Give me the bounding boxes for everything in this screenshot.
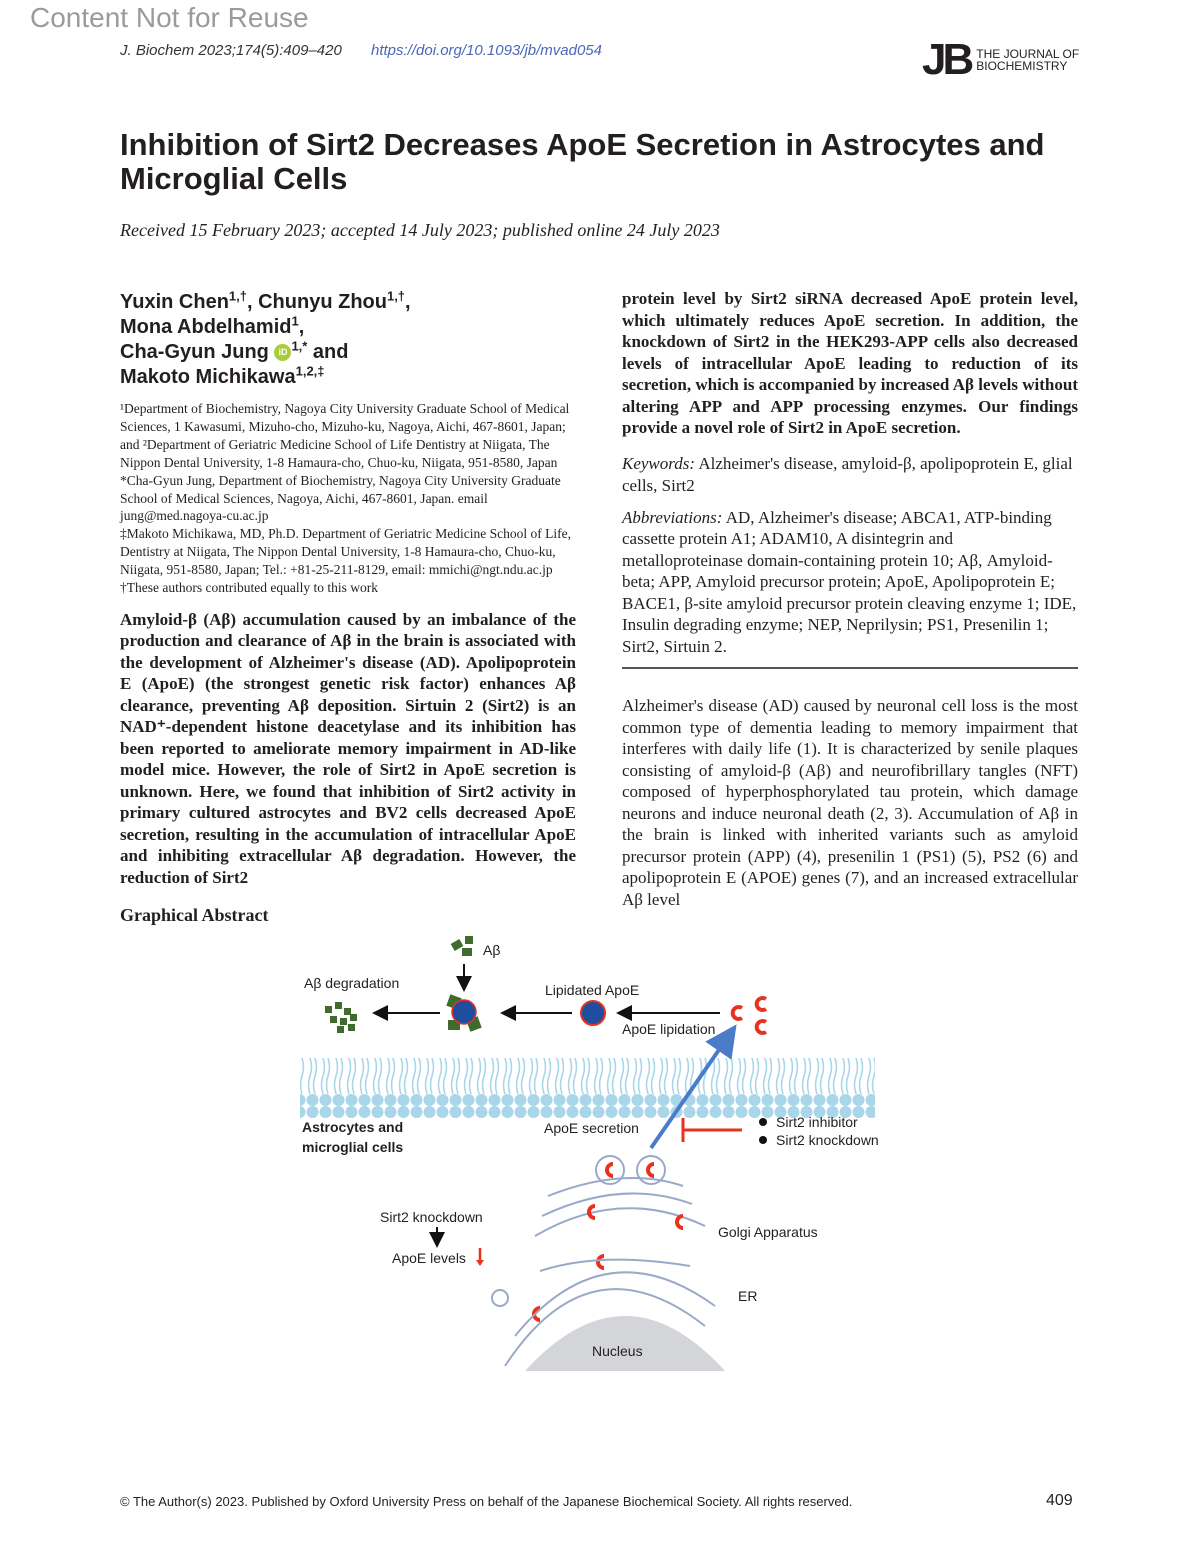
abeta-icon [451, 936, 473, 956]
label-er: ER [738, 1288, 758, 1305]
doi-link[interactable]: https://doi.org/10.1093/jb/mvad054 [371, 42, 602, 59]
label-abeta-degradation: Aβ degradation [304, 975, 400, 992]
label-apoe-lipidation: ApoE lipidation [622, 1021, 716, 1038]
copyright-footer: © The Author(s) 2023. Published by Oxford University Press on behalf of the Japanese Biochemical Society. All rights reserved. [120, 1494, 853, 1509]
correspondence: ‡Makoto Michikawa, MD, Ph.D. Department of Geriatric Medicine School of Life, Dentistry at Niigata, The Nippon Dental University, 1-8 Hamaura-cho, Chuo-ku, Niigata, 951-8580, Japan; Tel.: +81-25-211-8129, email: mmichi@ngt.ndu.ac.jp [120, 526, 572, 578]
keywords-label: Keywords: [622, 453, 696, 473]
label-lipidated-apoe: Lipidated ApoE [545, 982, 640, 999]
logo-name [976, 48, 1079, 72]
lipidated-apoe-icon [581, 1001, 605, 1025]
author-name[interactable]: Chunyu Zhou [258, 291, 387, 313]
abstract-part2: protein level by Sirt2 siRNA decreased ApoE protein level, which ultimately reduces ApoE secretion. In addition, the knockdown of Sirt2 in the HEK293-APP cells also decreased levels of intracellular ApoE leading to reduction of its secretion, which is accompanied by increased Aβ levels without altering APP and APP processing enzymes. Our findings provide a novel role of Sirt2 in ApoE secretion. [622, 289, 1078, 437]
journal-citation: J. Biochem 2023;174(5):409–420 [120, 42, 342, 59]
label-sirt2-inhibitor: Sirt2 inhibitor [776, 1114, 858, 1131]
cell-membrane [300, 1058, 875, 1118]
author-sep: , [298, 316, 305, 338]
author-sup: 1,† [228, 288, 247, 304]
author-name[interactable]: Cha-Gyun Jung [120, 341, 269, 363]
author-sep: , [246, 291, 259, 313]
inhibition-icon [683, 1118, 742, 1142]
label-apoe-secretion: ApoE secretion [544, 1120, 639, 1137]
label-cells-1: Astrocytes and [302, 1119, 404, 1136]
page-number: 409 [1046, 1492, 1073, 1509]
author-sup: 1,2,‡ [295, 363, 325, 379]
down-arrow-head [476, 1260, 484, 1266]
apoe-icon [733, 998, 766, 1033]
intro-paragraph: Alzheimer's disease (AD) caused by neuronal cell loss is the most common type of dementia leading to memory impairment that interferes with daily life (1). It is characterized by senile plaques consisting of amyloid-β (Aβ) and neurofibrillary tangles (NFT) composed of hyperphosphorylated tau protein, which damage neurons and induce neuronal death (2, 3). Accumulation of Aβ in the brain is linked with inherited variants such as amyloid precursor protein (APP) (4), presenilin 1 (PS1) (5), PS2 (6) and apolipoprotein E (APOE) genes (7), and an increased extracellular Aβ level [622, 696, 1078, 909]
keywords-text: Alzheimer's disease, amyloid-β, apolipoprotein E, glial cells, Sirt2 [622, 453, 1073, 495]
label-knockdown-left: Sirt2 knockdown [380, 1209, 483, 1226]
label-golgi: Golgi Apparatus [718, 1224, 818, 1241]
label-abeta: Aβ [483, 942, 501, 959]
author-sep: and [307, 341, 349, 363]
watermark: Content Not for Reuse [30, 2, 309, 33]
logo-line1: THE JOURNAL OF [976, 47, 1080, 61]
logo-letters: JB [922, 35, 971, 84]
keywords [622, 453, 1078, 497]
abbreviations-text: AD, Alzheimer's disease; ABCA1, ATP-binding cassette protein A1; ADAM10, A disintegrin and metalloproteinase domain-containing protein 10; Aβ, Amyloid-beta; APP, Amyloid precursor protein; ApoE, Apolipoprotein E; BACE1, β-site amyloid precursor protein cleaving enzyme 1; IDE, Insulin degrading enzyme; NEP, Neprilysin; PS1, Presenilin 1; Sirt2, Sirtuin 2. [622, 507, 1077, 656]
divider [622, 667, 1078, 669]
apoe-icon [607, 1164, 654, 1176]
bullet-icon [759, 1136, 767, 1144]
author-sup: 1 [291, 313, 299, 329]
abbreviations [622, 507, 1078, 658]
bullet-icon [759, 1118, 767, 1126]
abbreviations-label: Abbreviations: [622, 507, 723, 527]
degraded-abeta-icon [325, 1002, 357, 1033]
logo-line2: BIOCHEMISTRY [976, 59, 1068, 73]
label-nucleus: Nucleus [592, 1343, 643, 1360]
author-sup: 1,* [291, 338, 308, 354]
label-cells-2: microglial cells [302, 1139, 404, 1156]
author-sup: 1,† [386, 288, 406, 304]
orcid-icon[interactable]: iD [274, 344, 291, 361]
apoe-abeta-complex-icon [446, 995, 481, 1032]
article-title: Inhibition of Sirt2 Decreases ApoE Secretion in Astrocytes and Microglial Cells [120, 127, 1045, 196]
article-dates: Received 15 February 2023; accepted 14 July 2023; published online 24 July 2023 [120, 220, 720, 240]
abstract-part1: Amyloid-β (Aβ) accumulation caused by an imbalance of the production and clearance of Aβ in the brain is associated with the development of Alzheimer's disease (AD). Apolipoprotein E (ApoE) (the strongest genetic risk factor) enhances Aβ clearance, preventing Aβ deposition. Sirtuin 2 (Sirt2) is an NAD⁺-dependent histone deacetylase and its inhibition has been reported to ameliorate memory impairment in AD-like model mice. However, the role of Sirt2 in ApoE secretion is unknown. Here, we found that inhibition of Sirt2 activity in primary cultured astrocytes and BV2 cells decreased ApoE secretion, resulting in the accumulation of intracellular ApoE and inhibiting extracellular Aβ degradation. However, the reduction of Sirt2 [120, 609, 576, 887]
author-name[interactable]: Mona Abdelhamid [120, 316, 292, 338]
author-name[interactable]: Makoto Michikawa [120, 366, 296, 388]
graphical-abstract-figure [280, 926, 900, 1376]
author-sep: , [405, 291, 411, 313]
label-sirt2-knockdown: Sirt2 knockdown [776, 1132, 879, 1149]
equal-contribution-note: †These authors contributed equally to this work [120, 580, 378, 596]
journal-logo [922, 35, 1080, 84]
affiliations [120, 400, 576, 597]
correspondence: *Cha-Gyun Jung, Department of Biochemistry, Nagoya City University Graduate School of Medical Sciences, Nagoya, Aichi, 467-8601, Japan. email jung@med.nagoya-cu.ac.jp [120, 472, 561, 524]
graphical-abstract-title: Graphical Abstract [120, 905, 269, 926]
author-name[interactable]: Yuxin Chen [120, 291, 229, 313]
apoe-icon [534, 1206, 683, 1320]
label-apoe-levels: ApoE levels [392, 1250, 466, 1267]
affiliation: ¹Department of Biochemistry, Nagoya City University Graduate School of Medical Sciences, 1 Kawasumi, Mizuho-cho, Mizuho-ku, Nagoya, Aichi, 467-8601, Japan; and ²Department of Geriatric Medicine School of Life Dentistry at Niigata, The Nippon Dental University, 1-8 Hamaura-cho, Chuo-ku, Niigata, 951-8580, Japan [120, 401, 570, 470]
author-list [120, 290, 580, 390]
right-column [622, 288, 1078, 910]
